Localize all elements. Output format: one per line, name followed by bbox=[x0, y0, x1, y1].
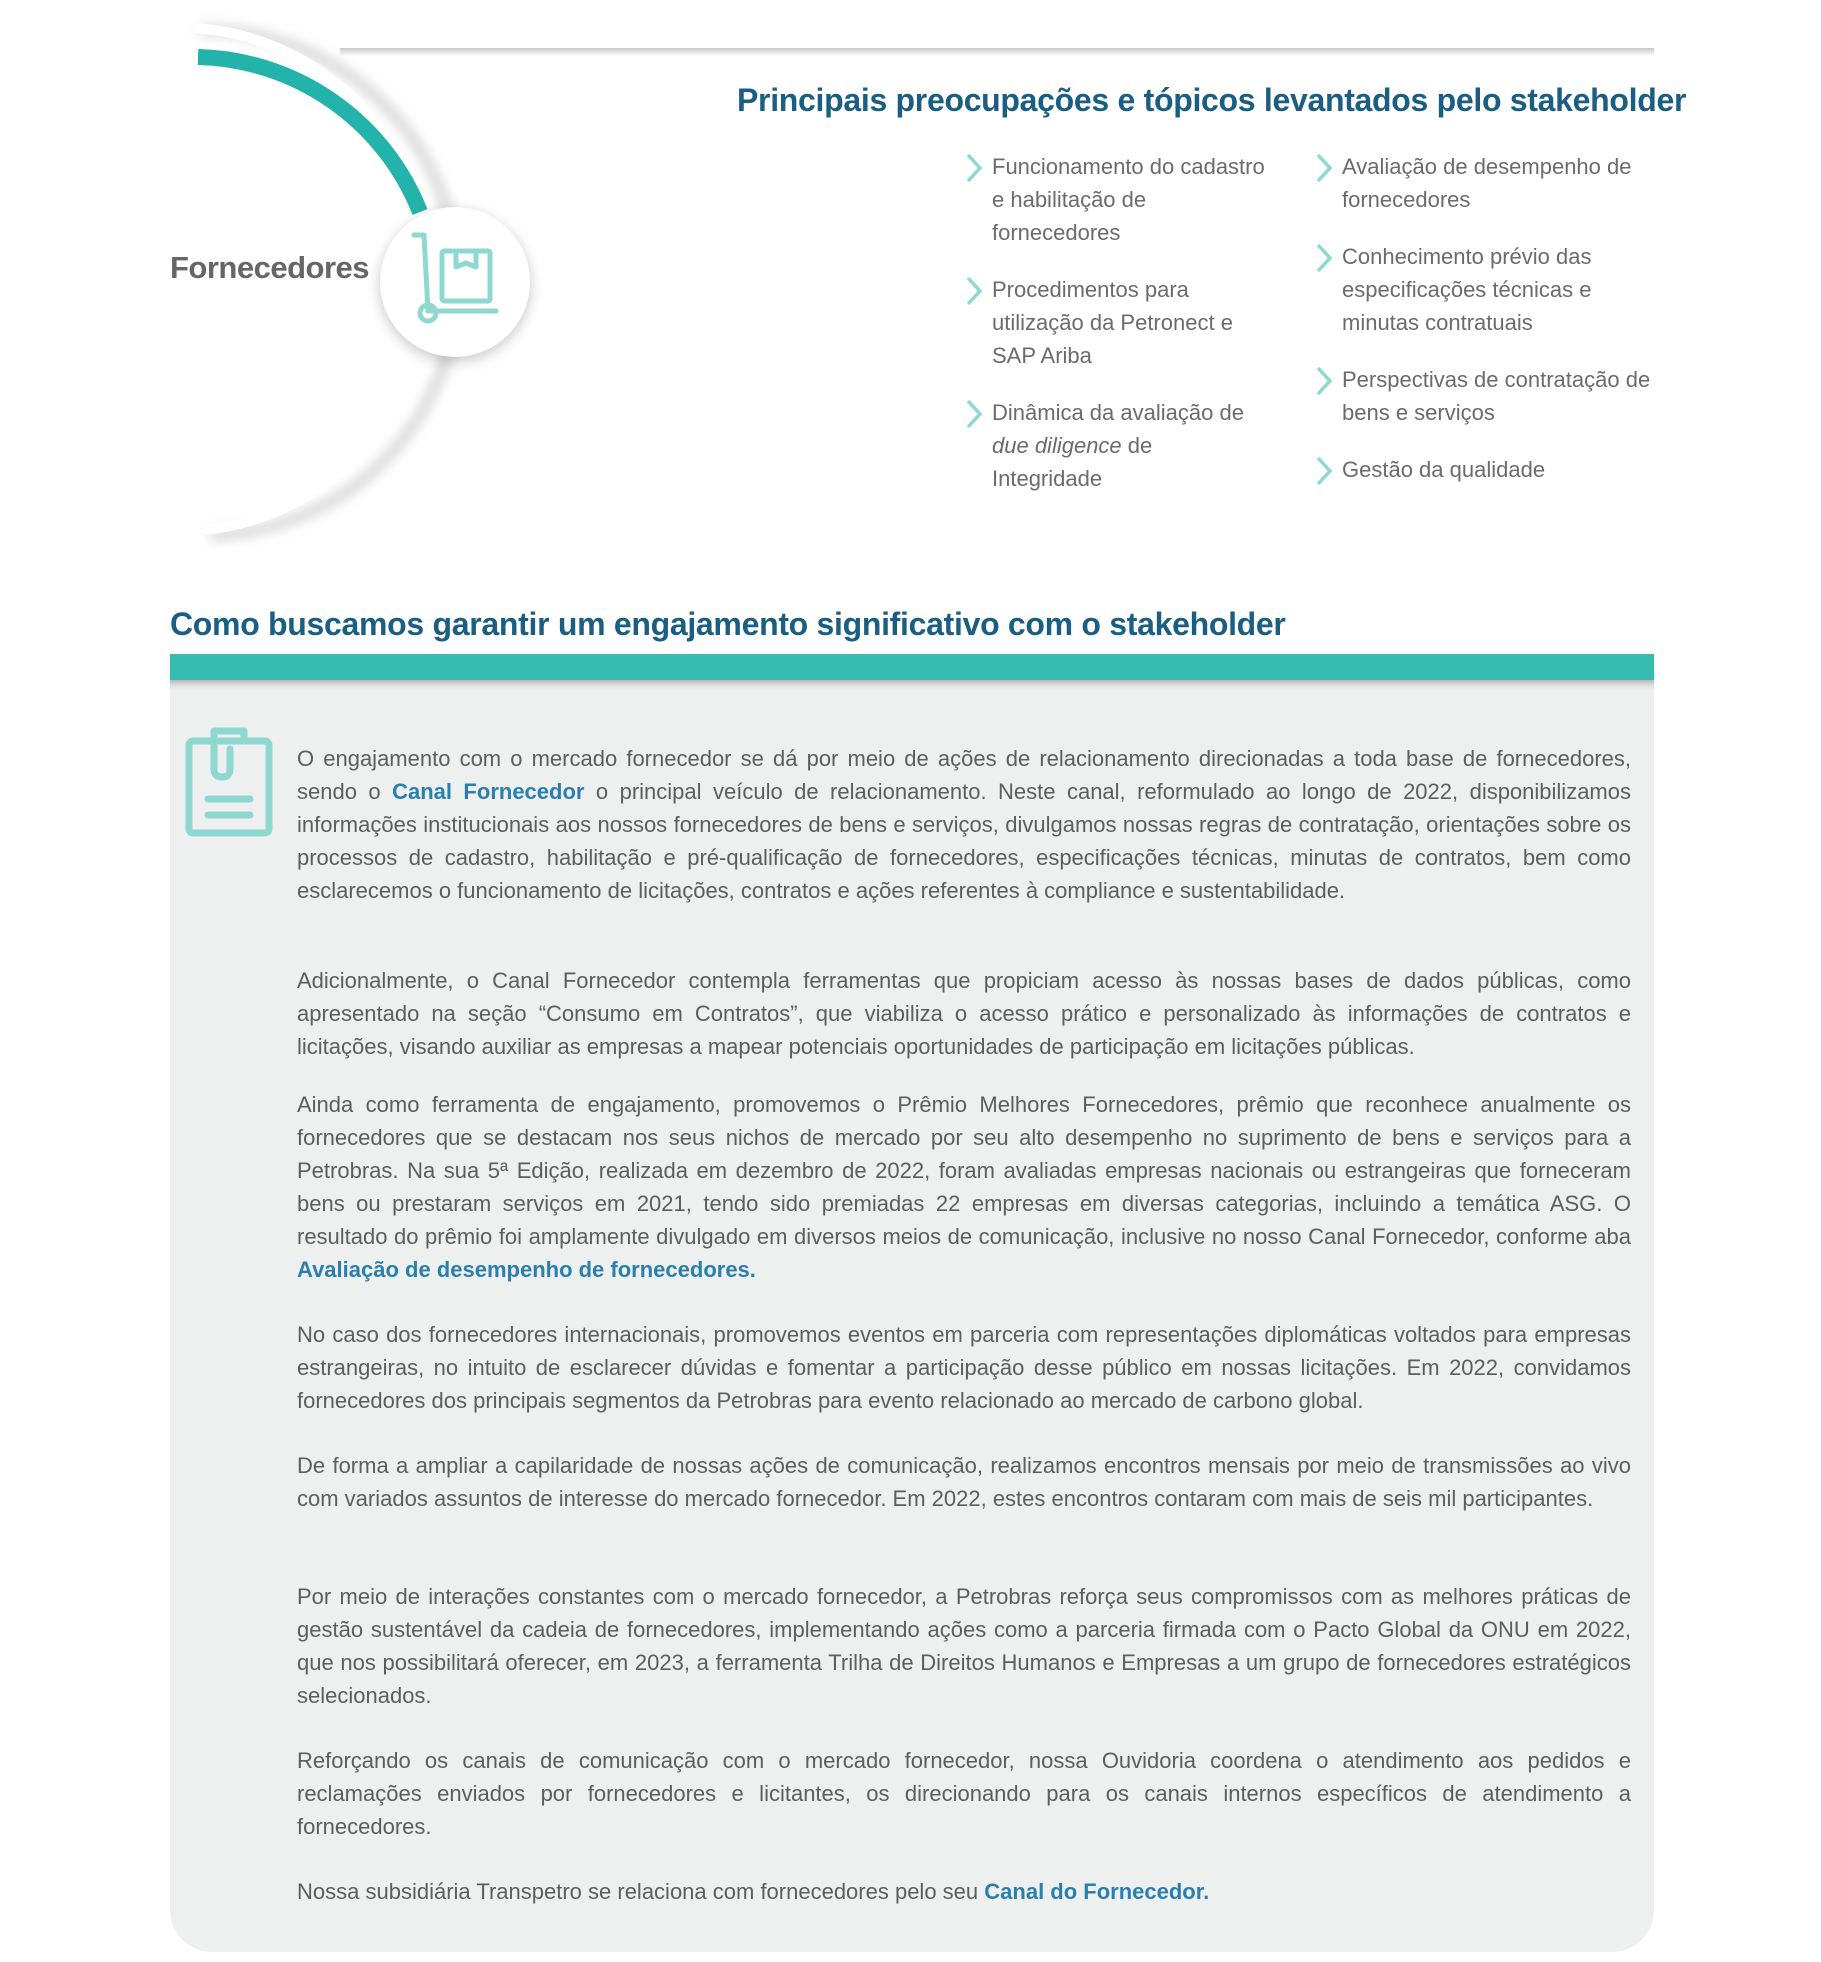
paragraph-4: No caso dos fornecedores internacionais, promovemos eventos em parceria com representações diplomáticas voltados para empresas estrangeiras, no intuito de esclarecer dúvidas e fomentar a participação desse público em nossas licitações. Em 2022, convidamos fornecedores dos principais segmentos da Petrobras para evento relacionado ao mercado de carbono global. bbox=[297, 1322, 1631, 1413]
stakeholder-name: Fornecedores bbox=[170, 250, 370, 285]
stakeholder-icon-circle bbox=[380, 207, 530, 357]
paragraph-1: O engajamento com o mercado fornecedor se dá por meio de ações de relacionamento direcionadas a toda base de fornecedores, sendo o Canal Fornecedor o principal veículo de relacionamento. Neste canal, reformulado ao longo de 2022, disponibilizamos informações institucionais aos nossos fornecedores de bens e serviços, divulgamos nossas regras de contratação, orientações sobre os processos de cadastro, habilitação e pré-qualificação de fornecedores, especificações técnicas, minutas de contratos, bem como esclarecemos o funcionamento de licitações, contratos e ações referentes à compliance e sustentabilidade. bbox=[297, 746, 1631, 903]
avaliacao-desempenho-link[interactable]: Avaliação de desempenho de fornecedores. bbox=[297, 1257, 756, 1282]
chevron-right-icon bbox=[1315, 456, 1333, 486]
paragraph-2: Adicionalmente, o Canal Fornecedor contempla ferramentas que propiciam acesso às nossas bases de dados públicas, como apresentado na seção “Consumo em Contratos”, que viabiliza o acesso prático e personalizado às informações de contratos e licitações, visando auxiliar as empresas a mapear potenciais oportunidades de participação em licitações públicas. bbox=[297, 968, 1631, 1059]
chevron-right-icon bbox=[1315, 153, 1333, 183]
concern-item: Dinâmica da avaliação de due diligence de Integridade bbox=[965, 396, 1265, 495]
paragraph-8: Nossa subsidiária Transpetro se relaciona com fornecedores pelo seu Canal do Fornecedor. bbox=[297, 1879, 1210, 1904]
hand-truck-box-icon bbox=[410, 227, 500, 327]
chevron-right-icon bbox=[965, 153, 983, 183]
chevron-right-icon bbox=[1315, 243, 1333, 273]
paragraph-6: Por meio de interações constantes com o mercado fornecedor, a Petrobras reforça seus compromissos com as melhores práticas de gestão sustentável da cadeia de fornecedores, implementando ações como a parceria firmada com o Pacto Global da ONU em 2022, que nos possibilitará oferecer, em 2023, a ferramenta Trilha de Direitos Humanos e Empresas a um grupo de fornecedores estratégicos selecionados. bbox=[297, 1584, 1631, 1708]
concern-item: Procedimentos para utilização da Petronect e SAP Ariba bbox=[965, 273, 1265, 372]
concern-item: Gestão da qualidade bbox=[1315, 453, 1655, 486]
concern-item: Avaliação de desempenho de fornecedores bbox=[1315, 150, 1655, 216]
concern-item: Perspectivas de contratação de bens e serviços bbox=[1315, 363, 1655, 429]
clipboard-icon bbox=[184, 727, 274, 839]
concerns-title: Principais preocupações e tópicos levantados pelo stakeholder bbox=[737, 82, 1687, 118]
band-shadow bbox=[170, 680, 1654, 690]
concern-item: Funcionamento do cadastro e habilitação de fornecedores bbox=[965, 150, 1265, 249]
paragraph-3: Ainda como ferramenta de engajamento, promovemos o Prêmio Melhores Fornecedores, prêmio que reconhece anualmente os fornecedores que se destacam nos seus nichos de mercado por seu alto desempenho no suprimento de bens e serviços para a Petrobras. Na sua 5ª Edição, realizada em dezembro de 2022, foram avaliadas empresas nacionais ou estrangeiras que forneceram bens ou prestaram serviços em 2021, tendo sido premiadas 22 empresas em diversas categorias, incluindo a temática ASG. O resultado do prêmio foi amplamente divulgado em diversos meios de comunicação, inclusive no nosso Canal Fornecedor, conforme aba Avaliação de desempenho de fornecedores. bbox=[297, 1092, 1631, 1282]
teal-header-band bbox=[170, 654, 1654, 680]
chevron-right-icon bbox=[965, 276, 983, 306]
concern-item: Conhecimento prévio das especificações técnicas e minutas contratuais bbox=[1315, 240, 1655, 339]
paragraph-7: Reforçando os canais de comunicação com o mercado fornecedor, nossa Ouvidoria coordena o atendimento aos pedidos e reclamações enviados por fornecedores e licitantes, os direcionando para os canais internos específicos de atendimento a fornecedores. bbox=[297, 1748, 1631, 1839]
concerns-column-2 bbox=[1315, 150, 1655, 510]
concerns-column-1 bbox=[965, 150, 1265, 519]
chevron-right-icon bbox=[965, 399, 983, 429]
chevron-right-icon bbox=[1315, 366, 1333, 396]
paragraph-5: De forma a ampliar a capilaridade de nossas ações de comunicação, realizamos encontros mensais por meio de transmissões ao vivo com variados assuntos de interesse do mercado fornecedor. Em 2022, estes encontros contaram com mais de seis mil participantes. bbox=[297, 1453, 1631, 1511]
canal-fornecedor-link[interactable]: Canal Fornecedor bbox=[392, 779, 585, 804]
engagement-title: Como buscamos garantir um engajamento significativo com o stakeholder bbox=[170, 606, 1286, 642]
canal-do-fornecedor-link[interactable]: Canal do Fornecedor. bbox=[984, 1879, 1210, 1904]
